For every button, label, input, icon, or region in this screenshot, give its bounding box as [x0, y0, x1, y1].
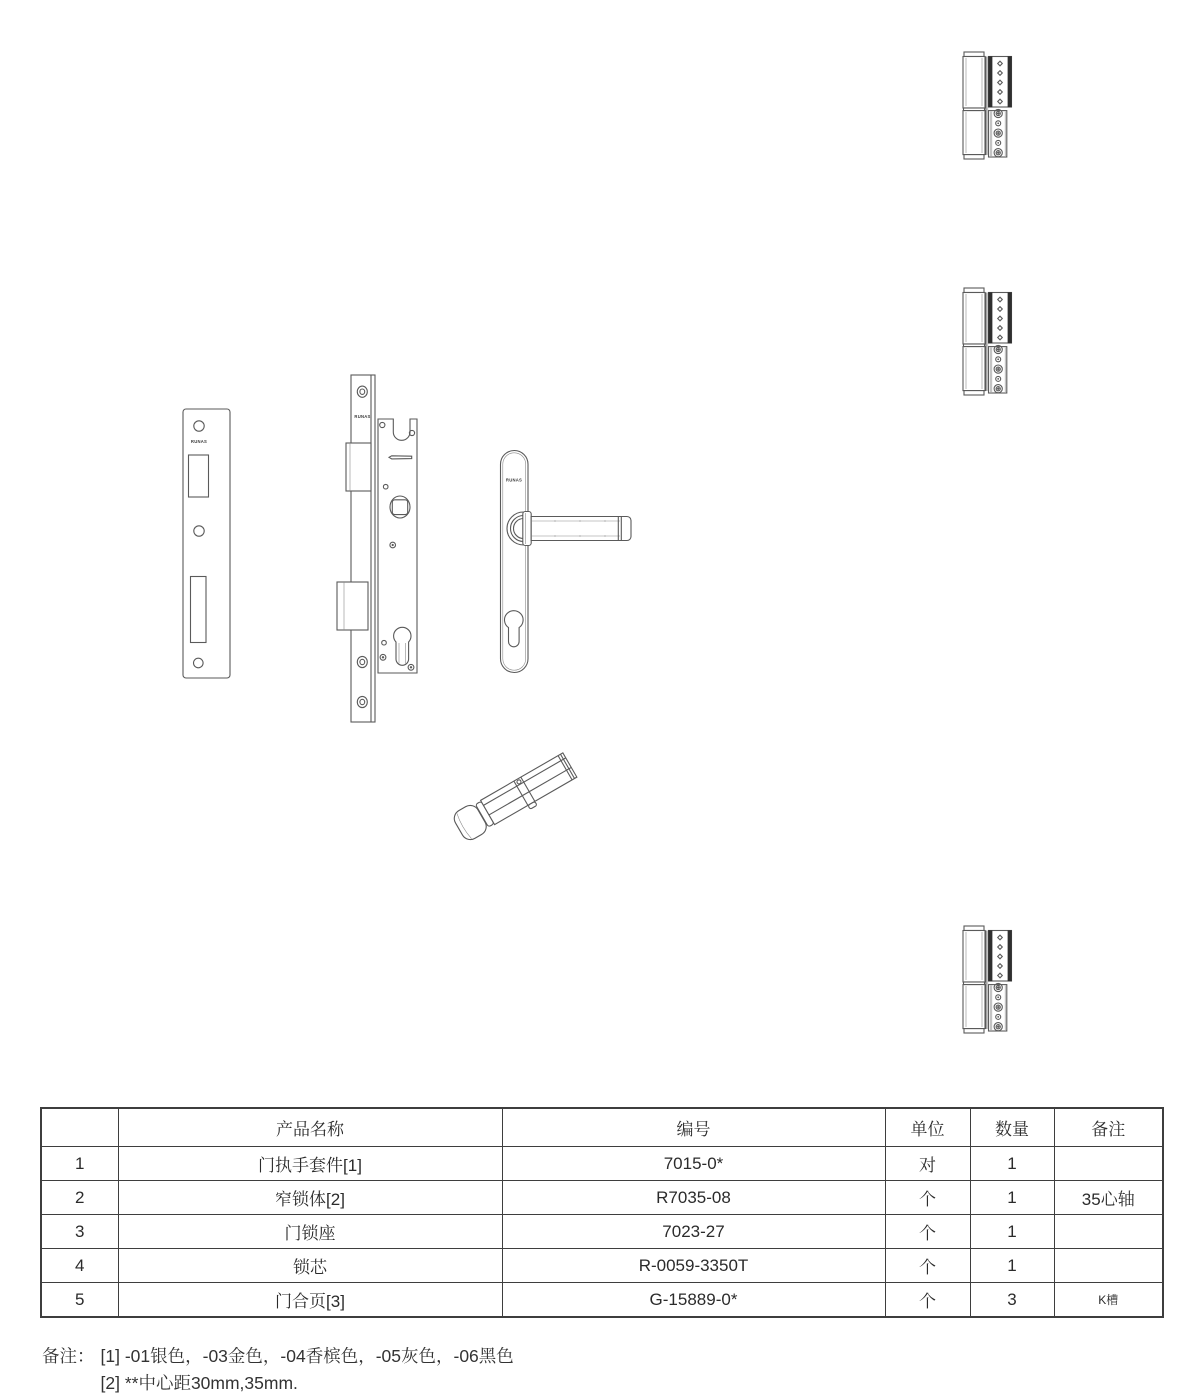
deadbolt — [337, 582, 368, 630]
header-unit: 单位 — [885, 1108, 970, 1147]
cell-index: 3 — [41, 1215, 118, 1249]
hinge-drawing-2 — [963, 288, 1012, 395]
table-row — [41, 1283, 1163, 1318]
brand-text: RUNAS — [505, 477, 523, 483]
brand-text: RUNAS — [190, 439, 208, 444]
cell-part-number: 7015-0* — [502, 1147, 885, 1181]
lock-body-drawing — [337, 375, 417, 722]
cell-index: 1 — [41, 1147, 118, 1181]
handle-lever — [531, 517, 631, 541]
cell-product-name: 窄锁体[2] — [118, 1181, 502, 1215]
cell-index: 5 — [41, 1283, 118, 1318]
header-remark: 备注 — [1054, 1108, 1163, 1147]
table-row — [41, 1147, 1163, 1181]
handle-collar — [523, 512, 531, 546]
cell-unit: 个 — [885, 1215, 970, 1249]
cell-index: 2 — [41, 1181, 118, 1215]
cell-product-name: 锁芯 — [118, 1249, 502, 1283]
strike-plate-drawing — [183, 409, 230, 678]
cell-unit: 个 — [885, 1283, 970, 1318]
cell-quantity: 1 — [970, 1249, 1054, 1283]
footnotes — [42, 1343, 514, 1397]
cell-part-number: R7035-08 — [502, 1181, 885, 1215]
cell-remark — [1054, 1215, 1163, 1249]
cell-product-name: 门锁座 — [118, 1215, 502, 1249]
header-index — [41, 1108, 118, 1147]
parts-table — [40, 1107, 1164, 1318]
hinge-drawing-3 — [963, 926, 1012, 1033]
cell-quantity: 1 — [970, 1181, 1054, 1215]
cell-remark: K槽 — [1054, 1283, 1163, 1318]
cell-remark — [1054, 1249, 1163, 1283]
brand-text: RUNAS — [354, 414, 371, 419]
cell-unit: 对 — [885, 1147, 970, 1181]
cell-product-name: 门合页[3] — [118, 1283, 502, 1318]
table-row — [41, 1181, 1163, 1215]
table-row — [41, 1249, 1163, 1283]
cell-part-number: 7023-27 — [502, 1215, 885, 1249]
hinge-drawing-1 — [963, 52, 1012, 159]
cell-quantity: 3 — [970, 1283, 1054, 1318]
header-quantity: 数量 — [970, 1108, 1054, 1147]
cell-product-name: 门执手套件[1] — [118, 1147, 502, 1181]
cell-index: 4 — [41, 1249, 118, 1283]
footnote-line: [1] -01银色，-03金色，-04香槟色，-05灰色，-06黑色 — [100, 1346, 514, 1366]
cell-part-number: R-0059-3350T — [502, 1249, 885, 1283]
cylinder-drawing — [451, 751, 579, 845]
handle-backplate — [501, 451, 529, 673]
footnote-line: [2] **中心距30mm,35mm. — [100, 1373, 298, 1393]
cell-quantity: 1 — [970, 1215, 1054, 1249]
table-header-row — [41, 1108, 1163, 1147]
cell-remark — [1054, 1147, 1163, 1181]
cell-unit: 个 — [885, 1249, 970, 1283]
header-product-name: 产品名称 — [118, 1108, 502, 1147]
cell-quantity: 1 — [970, 1147, 1054, 1181]
table-row — [41, 1215, 1163, 1249]
handle-drawing — [501, 451, 632, 673]
footnotes-label: 备注： — [42, 1346, 95, 1366]
cell-remark: 35心轴 — [1054, 1181, 1163, 1215]
cell-unit: 个 — [885, 1181, 970, 1215]
cell-part-number: G-15889-0* — [502, 1283, 885, 1318]
header-part-number: 编号 — [502, 1108, 885, 1147]
